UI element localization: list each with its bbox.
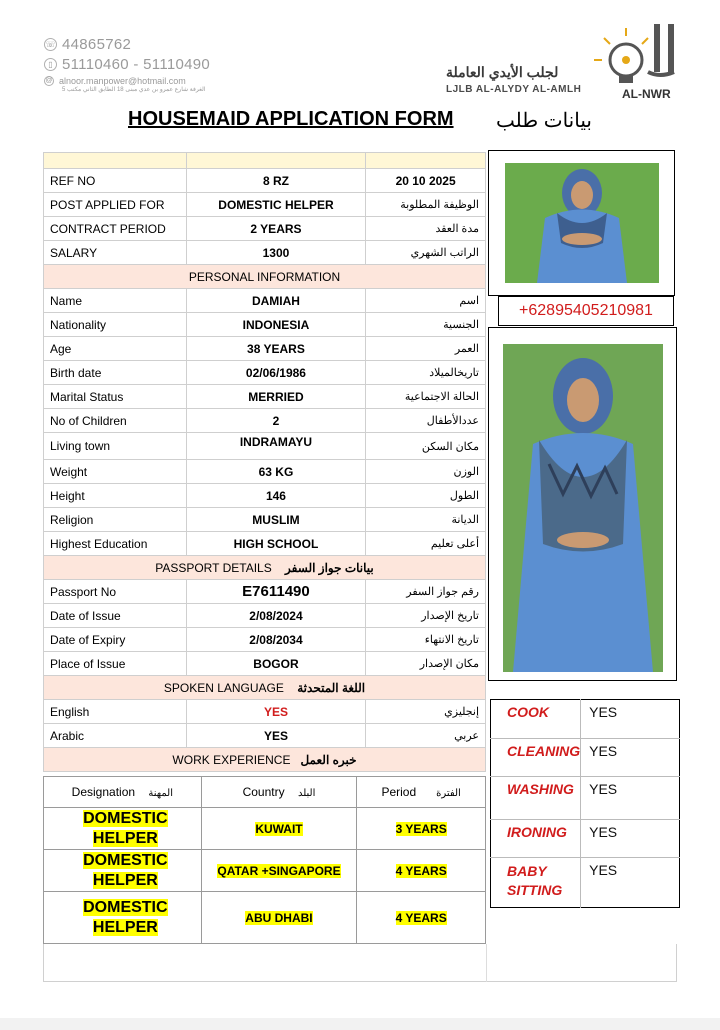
footer-empty-row bbox=[43, 944, 677, 982]
work-header bbox=[44, 748, 486, 772]
address: الغرفة شارع عمرو بن عدي مبنى 18 الطابق الثاني مكتب 5 bbox=[62, 87, 206, 93]
field-arabic: رقم جواز السفر bbox=[366, 580, 486, 604]
skill-row bbox=[491, 739, 680, 777]
field-label: Arabic bbox=[44, 724, 187, 748]
phone-2: 51110460 - 51110490 bbox=[62, 55, 211, 73]
person-full-figure-icon bbox=[503, 344, 663, 672]
col-label: Designation bbox=[71, 785, 136, 799]
period: 3 YEARS bbox=[395, 821, 447, 836]
field-value: 2/08/2024 bbox=[186, 604, 366, 628]
field-arabic: مكان الإصدار bbox=[366, 652, 486, 676]
country-cell bbox=[201, 892, 357, 944]
field-arabic: تاريخ الإصدار bbox=[366, 604, 486, 628]
field-arabic: أعلى تعليم bbox=[366, 532, 486, 556]
work-columns bbox=[44, 777, 486, 808]
skill-row bbox=[491, 858, 680, 908]
table-row bbox=[44, 604, 486, 628]
photo-background bbox=[505, 163, 659, 283]
logo-arabic: لجلب الأيدي العاملة bbox=[446, 64, 559, 80]
post-arabic: الوظيفة المطلوبة bbox=[366, 193, 486, 217]
table-row bbox=[44, 850, 486, 892]
language-header-arabic: اللغة المتحدثة bbox=[297, 680, 366, 695]
field-label: No of Children bbox=[44, 409, 187, 433]
lightbulb-logo-icon bbox=[588, 18, 683, 98]
skill-row bbox=[491, 820, 680, 858]
skill-name: BABY SITTING bbox=[491, 858, 581, 908]
col-label-ar: الفترة bbox=[436, 788, 461, 799]
country-cell bbox=[201, 808, 357, 850]
logo-brand: AL-NWR bbox=[622, 87, 671, 101]
ref-value: 8 RZ bbox=[186, 169, 366, 193]
country: QATAR +SINGAPORE bbox=[217, 863, 341, 878]
skill-name: CLEANING bbox=[491, 739, 581, 777]
table-row bbox=[44, 409, 486, 433]
field-value: 02/06/1986 bbox=[186, 361, 366, 385]
field-value: INDRAMAYU bbox=[186, 433, 366, 460]
field-value: 63 KG bbox=[186, 460, 366, 484]
field-arabic: العمر bbox=[366, 337, 486, 361]
field-value: MUSLIM bbox=[186, 508, 366, 532]
designation-cell bbox=[44, 892, 202, 944]
field-value: 2/08/2034 bbox=[186, 628, 366, 652]
table-row bbox=[44, 193, 486, 217]
table-row bbox=[44, 433, 486, 460]
designation: DOMESTIC HELPER bbox=[83, 851, 168, 889]
designation: DOMESTIC HELPER bbox=[83, 898, 168, 936]
skill-name: IRONING bbox=[491, 820, 581, 858]
field-arabic: الحالة الاجتماعية bbox=[366, 385, 486, 409]
period: 4 YEARS bbox=[395, 910, 447, 925]
divider bbox=[486, 944, 487, 982]
contract-label: CONTRACT PERIOD bbox=[44, 217, 187, 241]
skills-table bbox=[490, 699, 680, 908]
table-row bbox=[44, 508, 486, 532]
email-icon: @ bbox=[45, 77, 53, 84]
salary-value: 1300 bbox=[186, 241, 366, 265]
contact-phone: +62895405210981 bbox=[498, 296, 674, 326]
skill-value: YES bbox=[581, 700, 680, 739]
field-label: Date of Expiry bbox=[44, 628, 187, 652]
designation: DOMESTIC HELPER bbox=[83, 809, 168, 847]
field-value: 38 YEARS bbox=[186, 337, 366, 361]
period-cell bbox=[357, 850, 486, 892]
passport-header-arabic: بيانات جواز السفر bbox=[285, 560, 374, 575]
post-value: DOMESTIC HELPER bbox=[186, 193, 366, 217]
field-label: Place of Issue bbox=[44, 652, 187, 676]
field-value: INDONESIA bbox=[186, 313, 366, 337]
form-title-arabic: بيانات طلب bbox=[496, 110, 592, 132]
table-row bbox=[44, 532, 486, 556]
designation-cell bbox=[44, 850, 202, 892]
table-top-strip bbox=[44, 153, 486, 169]
period-cell bbox=[357, 808, 486, 850]
field-label: Date of Issue bbox=[44, 604, 187, 628]
period-cell bbox=[357, 892, 486, 944]
country-col bbox=[201, 777, 357, 808]
ref-date: 20 10 2025 bbox=[366, 169, 486, 193]
field-label: Height bbox=[44, 484, 187, 508]
designation-col bbox=[44, 777, 202, 808]
field-value: MERRIED bbox=[186, 385, 366, 409]
skill-value: YES bbox=[581, 739, 680, 777]
table-row bbox=[44, 724, 486, 748]
field-arabic: تاريخالميلاد bbox=[366, 361, 486, 385]
designation-cell bbox=[44, 808, 202, 850]
col-label: Period bbox=[381, 785, 417, 799]
field-label: Name bbox=[44, 289, 187, 313]
form-title: HOUSEMAID APPLICATION FORM bbox=[128, 108, 454, 130]
field-arabic: الديانة bbox=[366, 508, 486, 532]
table-row bbox=[44, 892, 486, 944]
table-row bbox=[44, 289, 486, 313]
logo-english: LJLB AL-ALYDY AL-AMLH bbox=[446, 84, 582, 95]
company-logo bbox=[440, 18, 690, 103]
field-label: English bbox=[44, 700, 187, 724]
field-label: Weight bbox=[44, 460, 187, 484]
language-header bbox=[44, 676, 486, 700]
skill-row bbox=[491, 700, 680, 739]
field-value: DAMIAH bbox=[186, 289, 366, 313]
contract-value: 2 YEARS bbox=[186, 217, 366, 241]
field-label: Passport No bbox=[44, 580, 187, 604]
table-row bbox=[44, 241, 486, 265]
full-body-photo bbox=[488, 327, 677, 681]
field-label: Highest Education bbox=[44, 532, 187, 556]
contract-arabic: مدة العقد bbox=[366, 217, 486, 241]
ref-label: REF NO bbox=[44, 169, 187, 193]
skill-value: YES bbox=[589, 862, 618, 878]
period: 4 YEARS bbox=[395, 863, 447, 878]
field-label: Living town bbox=[44, 433, 187, 460]
field-value: HIGH SCHOOL bbox=[186, 532, 366, 556]
section-header bbox=[44, 676, 486, 700]
table-row bbox=[44, 385, 486, 409]
language-header-text: SPOKEN LANGUAGE bbox=[163, 680, 284, 695]
passport-header-text: PASSPORT DETAILS bbox=[155, 560, 272, 575]
field-arabic: الوزن bbox=[366, 460, 486, 484]
table-row bbox=[44, 337, 486, 361]
country: ABU DHABI bbox=[245, 910, 313, 925]
col-label-ar: المهنة bbox=[148, 788, 173, 799]
table-row bbox=[44, 628, 486, 652]
phone-1: 44865762 bbox=[62, 35, 132, 53]
field-label: Birth date bbox=[44, 361, 187, 385]
country-cell bbox=[201, 850, 357, 892]
field-label: Nationality bbox=[44, 313, 187, 337]
field-label: Religion bbox=[44, 508, 187, 532]
work-header-text: WORK EXPERIENCE bbox=[172, 752, 291, 767]
field-value: 146 bbox=[186, 484, 366, 508]
salary-arabic: الراتب الشهري bbox=[366, 241, 486, 265]
table-row bbox=[44, 217, 486, 241]
post-label: POST APPLIED FOR bbox=[44, 193, 187, 217]
field-label: Age bbox=[44, 337, 187, 361]
col-label: Country bbox=[242, 785, 285, 799]
col-label-ar: البلد bbox=[297, 788, 316, 799]
application-table bbox=[43, 152, 486, 772]
contact-block bbox=[44, 34, 210, 93]
section-header bbox=[44, 265, 486, 289]
table-row bbox=[44, 169, 486, 193]
table-row bbox=[44, 652, 486, 676]
skill-name: WASHING bbox=[491, 777, 581, 820]
skill-row bbox=[491, 777, 680, 820]
table-row bbox=[44, 361, 486, 385]
country: KUWAIT bbox=[255, 821, 303, 836]
table-row bbox=[44, 580, 486, 604]
section-header bbox=[44, 556, 486, 580]
personal-header: PERSONAL INFORMATION bbox=[44, 265, 486, 289]
field-arabic: عددالأطفال bbox=[366, 409, 486, 433]
field-arabic: عربي bbox=[366, 724, 486, 748]
field-arabic: اسم bbox=[366, 289, 486, 313]
field-arabic: مكان السكن bbox=[366, 433, 486, 460]
work-header-arabic: خبره العمل bbox=[300, 752, 357, 767]
table-row bbox=[44, 313, 486, 337]
field-arabic: الطول bbox=[366, 484, 486, 508]
table-row bbox=[44, 460, 486, 484]
arabic-value: YES bbox=[186, 724, 366, 748]
person-figure-icon bbox=[505, 163, 659, 283]
table-row bbox=[44, 484, 486, 508]
section-header bbox=[44, 748, 486, 772]
field-label: Marital Status bbox=[44, 385, 187, 409]
passport-photo-small bbox=[488, 150, 675, 296]
mobile-icon: ▯ bbox=[44, 58, 57, 71]
table-row bbox=[44, 808, 486, 850]
field-arabic: إنجليزي bbox=[366, 700, 486, 724]
field-arabic: تاريخ الانتهاء bbox=[366, 628, 486, 652]
work-experience-table bbox=[43, 776, 486, 944]
english-value: YES bbox=[186, 700, 366, 724]
field-value: 2 bbox=[186, 409, 366, 433]
field-value: BOGOR bbox=[186, 652, 366, 676]
skill-value: YES bbox=[581, 777, 680, 820]
table-row bbox=[44, 700, 486, 724]
phone-icon: ☏ bbox=[45, 39, 56, 49]
email: alnoor.manpower@hotmail.com bbox=[59, 76, 186, 86]
salary-label: SALARY bbox=[44, 241, 187, 265]
skill-name: COOK bbox=[491, 700, 581, 739]
skill-value: YES bbox=[581, 820, 680, 858]
photo-background bbox=[503, 344, 663, 672]
passport-header bbox=[44, 556, 486, 580]
period-col bbox=[357, 777, 486, 808]
field-arabic: الجنسية bbox=[366, 313, 486, 337]
passport-number: E7611490 bbox=[186, 580, 366, 604]
